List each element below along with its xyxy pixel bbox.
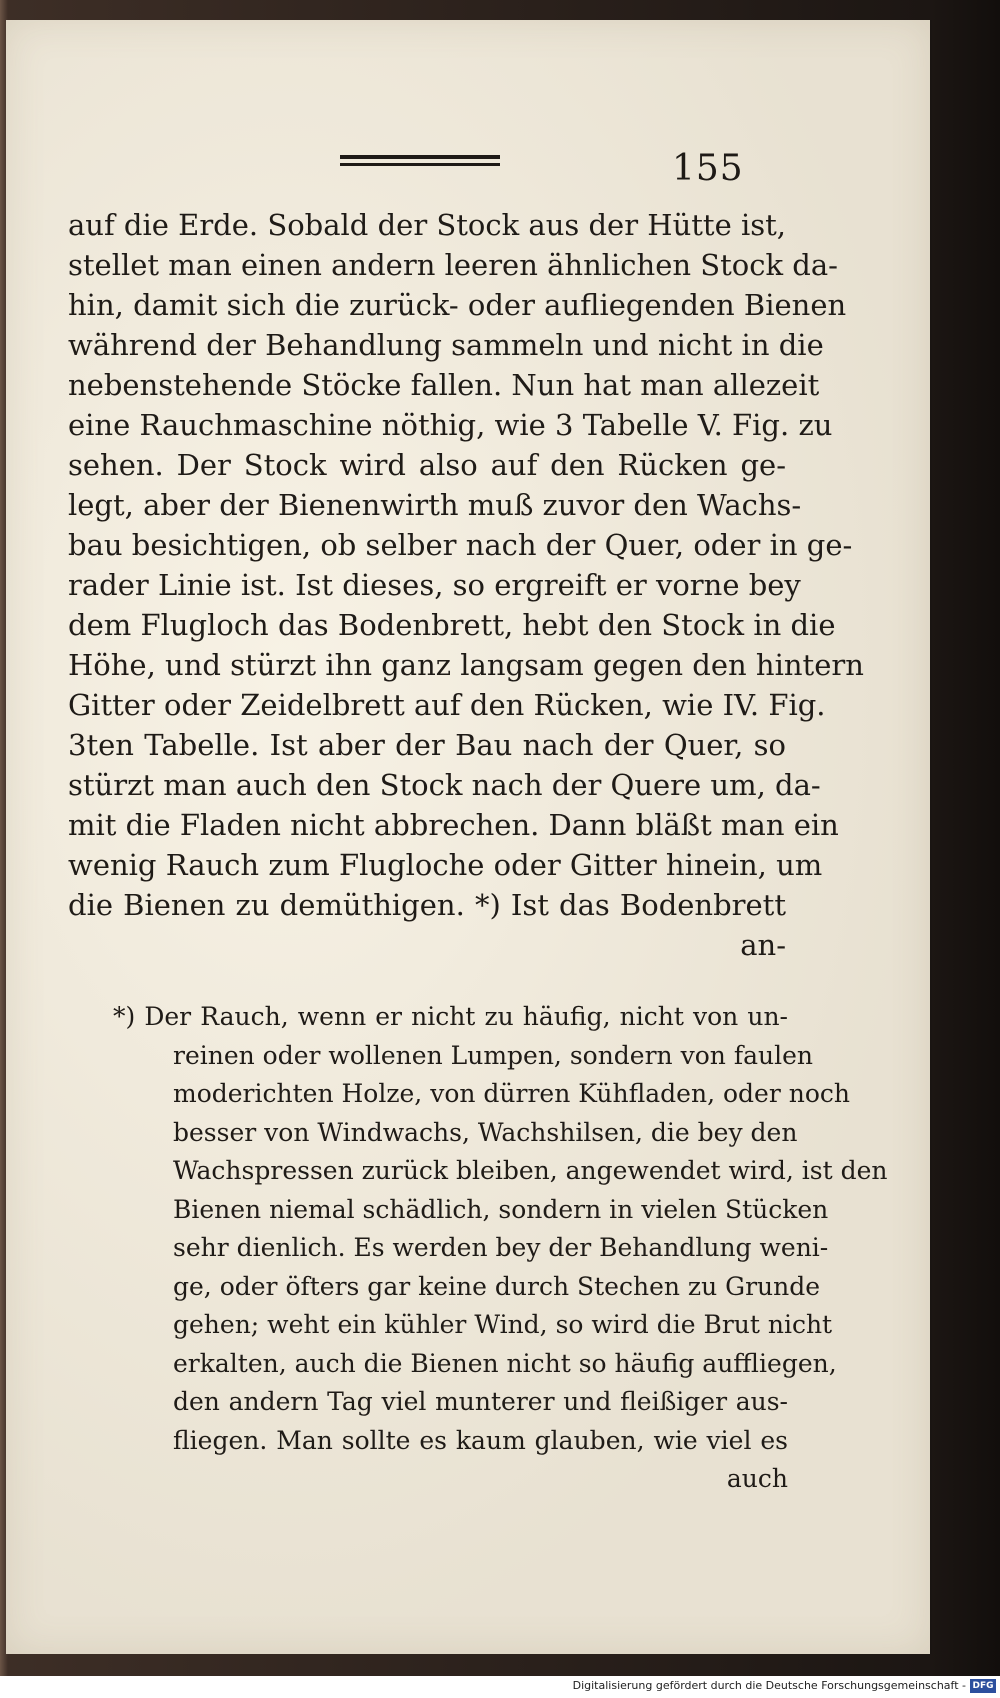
- text-line: bau besichtigen, ob selber nach der Quer, oder in ge-: [68, 528, 853, 562]
- main-text-block: [68, 205, 864, 965]
- footnote-line: gehen; weht ein kühler Wind, so wird die Brut nicht: [173, 1310, 833, 1339]
- header-rule-top: [340, 155, 500, 159]
- text-line: während der Behandlung sammeln und nicht in die: [68, 328, 824, 362]
- text-line: nebenstehende Stöcke fallen. Nun hat man allezeit: [68, 368, 820, 402]
- text-line: stürzt man auch den Stock nach der Quere um, da-: [68, 768, 821, 802]
- footnote-line: sehr dienlich. Es werden bey der Behandlung weni-: [173, 1233, 829, 1262]
- footnote-line: den andern Tag viel munterer und fleißiger aus-: [173, 1387, 788, 1416]
- footnote-catchword: auch: [726, 1464, 788, 1493]
- footnote-line: *) Der Rauch, wenn er nicht zu häufig, nicht von un-: [113, 1002, 788, 1031]
- text-line: Höhe, und stürzt ihn ganz langsam gegen den hintern: [68, 648, 864, 682]
- header-rule-bottom: [340, 163, 500, 166]
- footnote-line: ge, oder öfters gar keine durch Stechen zu Grunde: [173, 1271, 821, 1301]
- text-line: mit die Fladen nicht abbrechen. Dann bläßt man ein: [68, 808, 839, 842]
- header-ornament-rule: [340, 155, 500, 169]
- footnote-line: moderichten Holze, von dürren Kühfladen, oder noch: [173, 1079, 850, 1108]
- text-line: dem Flugloch das Bodenbrett, hebt den Stock in die: [68, 608, 836, 642]
- text-line: auf die Erde. Sobald der Stock aus der Hütte ist,: [68, 208, 786, 242]
- digitization-credit-bar: [0, 1676, 1000, 1698]
- text-line: die Bienen zu demüthigen. *) Ist das Bodenbrett: [68, 888, 786, 922]
- footnote-line: besser von Windwachs, Wachshilsen, die bey den: [173, 1117, 798, 1147]
- dfg-logo-icon: DFG: [970, 1679, 996, 1693]
- text-line: stellet man einen andern leeren ähnlichen Stock da-: [68, 248, 838, 282]
- text-line: wenig Rauch zum Flugloche oder Gitter hinein, um: [68, 848, 823, 882]
- page-number: 155: [672, 148, 744, 189]
- credit-text: Digitalisierung gefördert durch die Deutsche Forschungsgemeinschaft -: [572, 1679, 966, 1692]
- text-line: hin, damit sich die zurück- oder aufliegenden Bienen: [68, 288, 847, 322]
- footnote-line: reinen oder wollenen Lumpen, sondern von faulen: [173, 1040, 813, 1070]
- footnote-line: Wachspressen zurück bleiben, angewendet wird, ist den: [173, 1156, 888, 1185]
- text-line: legt, aber der Bienenwirth muß zuvor den Wachs-: [68, 488, 802, 522]
- footnote-line: fliegen. Man sollte es kaum glauben, wie viel es: [173, 1425, 788, 1455]
- footnote-line: Bienen niemal schädlich, sondern in vielen Stücken: [173, 1194, 829, 1224]
- text-line: rader Linie ist. Ist dieses, so ergreift er vorne bey: [68, 568, 801, 602]
- catchword: an-: [740, 928, 786, 962]
- text-line: eine Rauchmaschine nöthig, wie 3 Tabelle V. Fig. zu: [68, 408, 833, 442]
- text-line: 3ten Tabelle. Ist aber der Bau nach der Quer, so: [68, 728, 786, 762]
- text-line: sehen. Der Stock wird also auf den Rücken ge-: [68, 448, 786, 482]
- text-line: Gitter oder Zeidelbrett auf den Rücken, wie IV. Fig.: [68, 688, 826, 722]
- footnote-line: erkalten, auch die Bienen nicht so häufig auffliegen,: [173, 1348, 837, 1378]
- footnote-block: [113, 998, 888, 1499]
